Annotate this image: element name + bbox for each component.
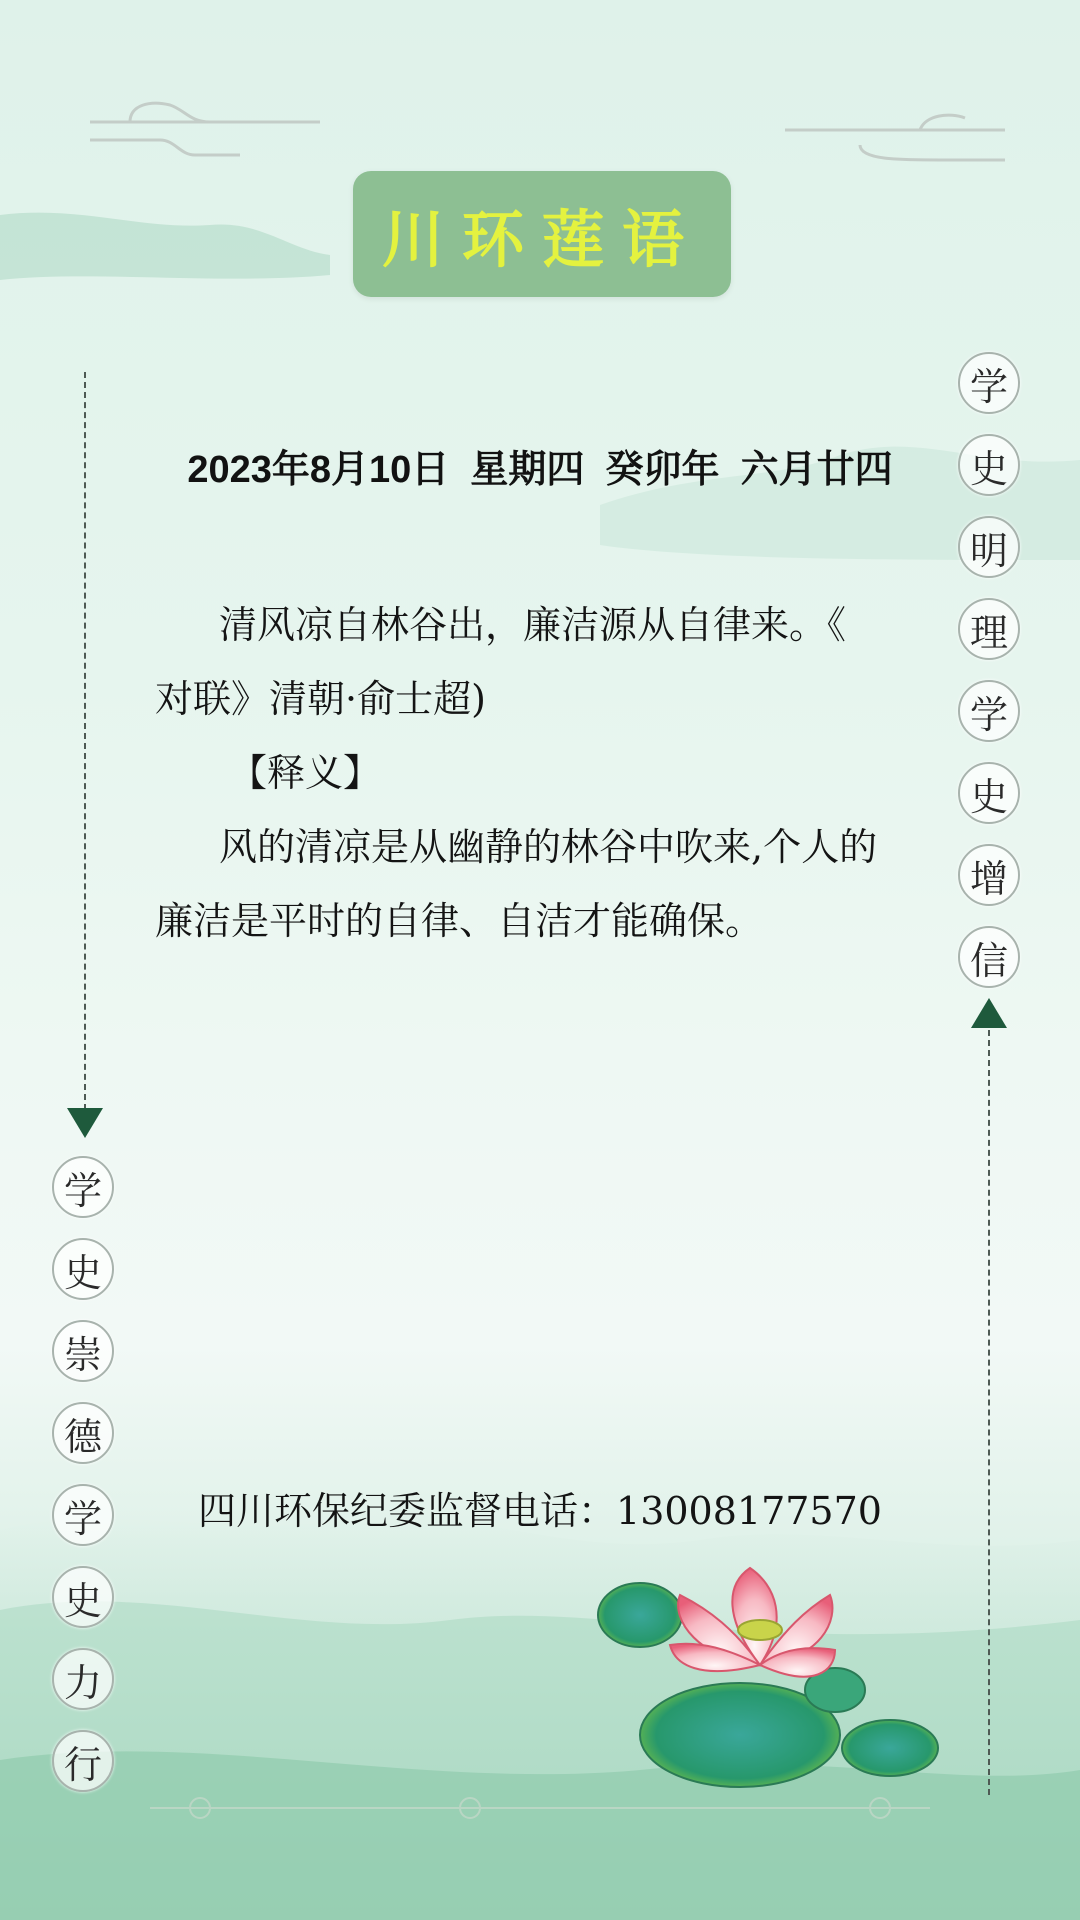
slogan-char: 史 <box>958 434 1020 496</box>
slogan-char: 增 <box>958 844 1020 906</box>
slogan-char: 德 <box>52 1402 114 1464</box>
slogan-char: 学 <box>52 1484 114 1546</box>
right-dashed-line <box>988 1030 990 1795</box>
supervision-phone: 四川环保纪委监督电话：13008177570 <box>198 1489 882 1533</box>
arrow-down-icon <box>67 1108 103 1138</box>
slogan-char: 明 <box>958 516 1020 578</box>
date-line: 2023年8月10日 星期四 癸卯年 六月廿四 <box>187 449 893 491</box>
quote-content <box>155 588 917 958</box>
slogan-char: 学 <box>52 1156 114 1218</box>
slogan-char: 学 <box>958 352 1020 414</box>
explanation-line-1: 风的清凉是从幽静的林谷中吹来,个人的 <box>219 825 878 869</box>
slogan-char: 行 <box>52 1730 114 1792</box>
slogan-char: 崇 <box>52 1320 114 1382</box>
right-slogan-column <box>958 352 1018 1008</box>
quote-line-1: 清风凉自林谷出，廉洁源从自律来。《 <box>219 603 847 647</box>
cloud-ornament-icon <box>90 103 1005 160</box>
page-title: 川环莲语 <box>381 202 702 276</box>
left-dashed-line <box>84 372 86 1110</box>
slogan-char: 学 <box>958 680 1020 742</box>
title-banner <box>353 171 731 297</box>
slogan-char: 理 <box>958 598 1020 660</box>
left-slogan-column <box>52 1156 112 1812</box>
slogan-char: 史 <box>52 1566 114 1628</box>
slogan-char: 信 <box>958 926 1020 988</box>
explanation-line-2: 廉洁是平时的自律、自洁才能确保。 <box>155 899 764 943</box>
slogan-char: 力 <box>52 1648 114 1710</box>
quote-line-2: 对联》清朝·俞士超) <box>155 677 486 721</box>
slogan-char: 史 <box>958 762 1020 824</box>
slogan-char: 史 <box>52 1238 114 1300</box>
explanation-heading: 【释义】 <box>229 751 382 795</box>
